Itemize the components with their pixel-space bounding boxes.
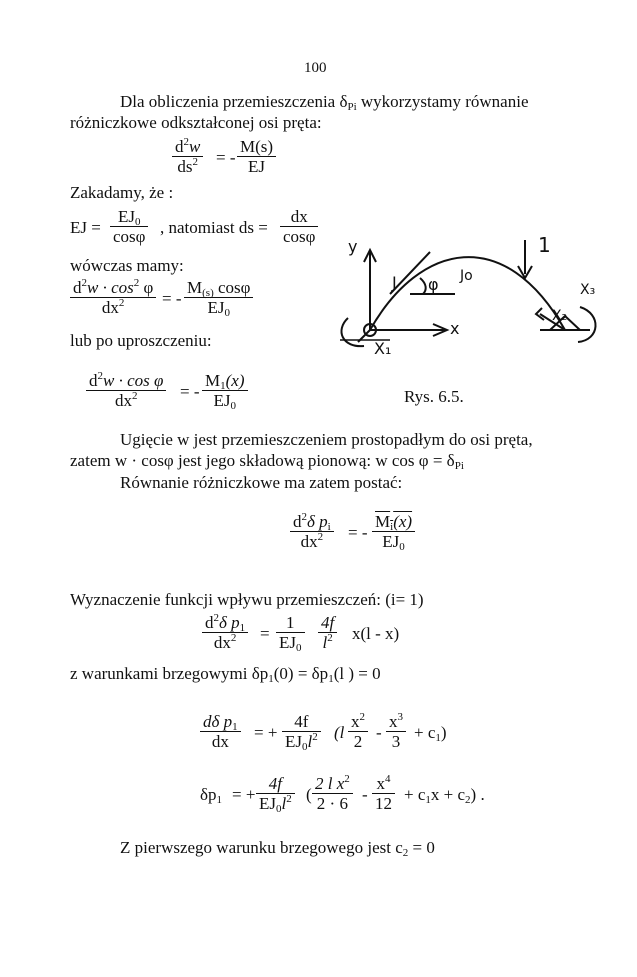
eq2-ej: EJ — [207, 298, 225, 317]
eq2-m: M — [187, 278, 203, 297]
eq4-rhs — [372, 512, 415, 552]
eq3-equals: = - — [180, 382, 200, 401]
eq4-den: dx — [300, 532, 318, 551]
eq7-c2-sub: 2 — [465, 794, 471, 806]
eq1-lhs — [172, 137, 203, 177]
assume-text: Zakadamy, że : — [70, 183, 174, 202]
eq2-den-sup: 2 — [118, 297, 125, 309]
eq7-close — [404, 785, 485, 805]
eq6-c-sub: 1 — [435, 732, 441, 744]
intro-text: Dla obliczenia przemieszczenia δ — [120, 92, 348, 111]
eq3-m-sub: 1 — [220, 380, 226, 392]
eq6-f-den-l: l — [307, 732, 313, 751]
whereas-text: , natomiast ds = — [160, 218, 268, 237]
eq1-d: d — [175, 137, 184, 156]
eq2-phi: φ — [139, 278, 154, 297]
eq5-sup: 2 — [213, 612, 219, 624]
eq6-t1-sup: 2 — [359, 711, 365, 723]
eq2-m-sub: (s) — [202, 287, 214, 299]
eq7-f-den-l: l — [281, 794, 287, 813]
eq4-m: M — [375, 512, 391, 531]
eq7-dp-sub: 1 — [216, 794, 223, 806]
eq4-d: d — [293, 512, 302, 531]
eq1-ds: ds — [177, 157, 193, 176]
eq6-open: (l — [334, 723, 345, 742]
eq6-f-den-sup: 2 — [312, 731, 318, 743]
eq7-t2-den: 12 — [372, 793, 395, 814]
fig-label-x1: X₁ — [374, 339, 392, 358]
eq5-f1-num: 1 — [276, 613, 305, 633]
right-moment-arc — [578, 307, 596, 342]
eq4-ej-sub: 0 — [399, 541, 405, 553]
eq6-num: dδ p — [203, 712, 233, 731]
eq6-c: + c — [414, 723, 436, 742]
intro-text-rest: wykorzystamy równanie — [356, 92, 529, 111]
fig-label-j0: Jo — [460, 268, 473, 284]
eq5-dp: δ p — [219, 613, 240, 632]
eq1-equals: = - — [216, 148, 236, 167]
eq4-equals: = - — [348, 523, 368, 542]
eq3-wcos: w · cos φ — [103, 371, 164, 390]
eq5-tail: x(l - x) — [352, 624, 400, 643]
eq5-frac2 — [318, 613, 337, 653]
eq3-x: (x) — [225, 371, 245, 390]
eq5-den: dx — [213, 633, 231, 652]
eq1-w: w — [189, 137, 201, 156]
ds-num: dx — [280, 207, 318, 227]
eq2-d: d — [73, 278, 82, 297]
para1-line-2 — [70, 451, 464, 471]
eq3-ej: EJ — [213, 391, 231, 410]
fig-label-1: 1 — [538, 233, 551, 257]
eq4-m-sub: i — [390, 521, 394, 533]
eq7-t1-den: 2 · 6 — [312, 793, 353, 814]
boundary-sub2: 1 — [328, 673, 334, 685]
eq2-equals: = - — [162, 289, 182, 308]
final-sub: 2 — [402, 847, 409, 859]
eq4-sub: i — [327, 521, 331, 533]
eq1-rhs-den: EJ — [248, 157, 266, 176]
eq7-f-den: EJ — [259, 794, 276, 813]
figure-caption: Rys. 6.5. — [404, 387, 464, 406]
eq2-den: dx — [101, 298, 119, 317]
eq6-t2-den: 3 — [386, 731, 406, 752]
fig-label-y: y — [348, 237, 358, 256]
ej-num-sub: 0 — [134, 216, 141, 228]
eq4-sup: 2 — [301, 511, 307, 523]
fig-label-x2: X₂ — [552, 308, 568, 324]
eq5-f2-den: l — [322, 633, 328, 652]
boundary-b: (0) = δp — [273, 664, 329, 683]
eq7-c2: x + c — [430, 785, 466, 804]
eq6-term2 — [386, 712, 406, 752]
eq7-t2-sup: 4 — [385, 773, 391, 785]
para1-sub: Pi — [454, 460, 464, 472]
eq7-term2 — [372, 774, 395, 814]
fig-label-x3: X₃ — [580, 282, 596, 298]
eq6-close-paren: ) — [440, 723, 447, 742]
eq3-ej-sub: 0 — [230, 400, 236, 412]
eq6-den: dx — [211, 732, 229, 751]
ds-den: cosφ — [283, 227, 316, 246]
eq5-frac1 — [276, 613, 305, 653]
eq7-open: ( — [306, 785, 312, 804]
eq2-wcos: w · cos — [87, 278, 134, 297]
eq3-d: d — [89, 371, 98, 390]
eq2-ej-sub: 0 — [224, 307, 230, 319]
eq5-f2-num: 4f — [318, 613, 337, 633]
eq7-minus: - — [362, 785, 368, 804]
eq4-x: (x) — [393, 512, 413, 531]
eq6-num-sub: 1 — [232, 721, 238, 733]
eq7-f-den-sub: 0 — [276, 803, 282, 815]
eq2-sup2: 2 — [133, 277, 140, 289]
boundary-text — [70, 664, 381, 684]
ej-label: EJ = — [70, 218, 101, 237]
para2-text: Równanie różniczkowe ma zatem postać: — [120, 473, 403, 492]
page-number: 100 — [304, 60, 327, 76]
eq2-sup: 2 — [81, 277, 87, 289]
eq3-lhs — [86, 371, 166, 411]
eq6-term1 — [348, 712, 368, 752]
eq7-close-paren: ) . — [470, 785, 485, 804]
eq7-f-num: 4f — [256, 774, 295, 794]
boundary-sub: 1 — [268, 673, 274, 685]
eq6-t1-num: x — [351, 712, 360, 731]
influence-text: Wyznaczenie funkcji wpływu przemieszczeń: (i= 1) — [70, 590, 424, 609]
eq2-cos: cosφ — [213, 278, 251, 297]
final-text — [120, 838, 435, 858]
eq7-t1-num: 2 l x — [315, 774, 345, 793]
eq7-t2-num: x — [376, 774, 385, 793]
ej-fraction — [110, 207, 148, 247]
eq7-dp: δp — [200, 785, 217, 804]
eq3-den-sup: 2 — [131, 390, 138, 402]
eq6-lhs — [200, 712, 241, 752]
eq5-equals: = — [260, 624, 270, 643]
eq6-f-num: 4f — [282, 712, 321, 732]
phi-arc — [420, 278, 426, 294]
eq6-factor — [282, 712, 321, 752]
eq7-c1: + c — [404, 785, 426, 804]
eq3-sup: 2 — [97, 370, 103, 382]
ej-den: cosφ — [113, 227, 146, 246]
eq6-close — [414, 723, 447, 743]
final-a: Z pierwszego warunku brzegowego jest c — [120, 838, 403, 857]
eq5-den-sup: 2 — [230, 632, 237, 644]
boundary-a: z warunkami brzegowymi δp — [70, 664, 269, 683]
eq4-lhs — [290, 512, 334, 552]
boundary-c: (l ) = 0 — [333, 664, 381, 683]
left-moment-arc — [341, 318, 364, 346]
fig-label-j: J — [392, 273, 397, 292]
simplified-text: lub po uproszczeniu: — [70, 331, 212, 350]
ds-fraction — [280, 207, 318, 247]
eq5-f1-den-sub: 0 — [296, 642, 302, 654]
eq5-lhs — [202, 613, 248, 653]
eq2-lhs — [70, 278, 156, 318]
eq6-equals: = + — [254, 723, 278, 742]
eq6-t2-num: x — [389, 712, 398, 731]
eq7-equals: = + — [232, 785, 256, 804]
eq6-minus: - — [376, 723, 382, 742]
eq5-f1-den: EJ — [279, 633, 296, 652]
eq1-sup: 2 — [183, 136, 189, 148]
arch-figure — [330, 222, 620, 362]
eq6-f-den: EJ — [285, 732, 302, 751]
eq7-c1-sub: 1 — [425, 794, 431, 806]
eq1-rhs-num: M(s) — [237, 137, 276, 157]
ej-num: EJ — [117, 207, 135, 226]
eq4-dp: δ p — [307, 512, 328, 531]
fig-label-x: x — [450, 319, 460, 338]
eq6-f-den-sub: 0 — [302, 741, 308, 753]
eq1-den-sup: 2 — [192, 156, 198, 168]
para1-line-1: Ugięcie w jest przemieszczeniem prostopadłym do osi pręta, — [120, 430, 533, 449]
eq4-ej: EJ — [382, 532, 400, 551]
intro-line-2: różniczkowe odkształconej osi pręta: — [70, 113, 322, 132]
eq4-den-sup: 2 — [317, 531, 324, 543]
intro-line-1 — [120, 92, 529, 112]
intro-sub: Pi — [347, 101, 357, 113]
para1-line-2-text: zatem w · cosφ jest jego składową pionową: w cos φ = δ — [70, 451, 455, 470]
then-text: wówczas mamy: — [70, 256, 184, 275]
fig-label-phi: φ — [428, 275, 439, 294]
eq7-term1 — [312, 774, 353, 814]
eq5-f2-den-sup: 2 — [327, 632, 333, 644]
eq1-rhs — [237, 137, 276, 177]
eq3-den: dx — [114, 391, 132, 410]
eq7-f-den-sup: 2 — [286, 793, 292, 805]
eq7-t1-sup: 2 — [344, 773, 350, 785]
eq3-m: M — [205, 371, 221, 390]
final-b: = 0 — [408, 838, 435, 857]
eq6-t1-den: 2 — [348, 731, 368, 752]
eq5-d: d — [205, 613, 214, 632]
eq7-factor — [256, 774, 295, 814]
eq3-rhs — [202, 371, 248, 411]
eq7-lhs — [200, 785, 222, 805]
eq2-rhs — [184, 278, 253, 318]
eq5-sub: 1 — [239, 622, 246, 634]
eq6-t2-sup: 3 — [397, 711, 403, 723]
